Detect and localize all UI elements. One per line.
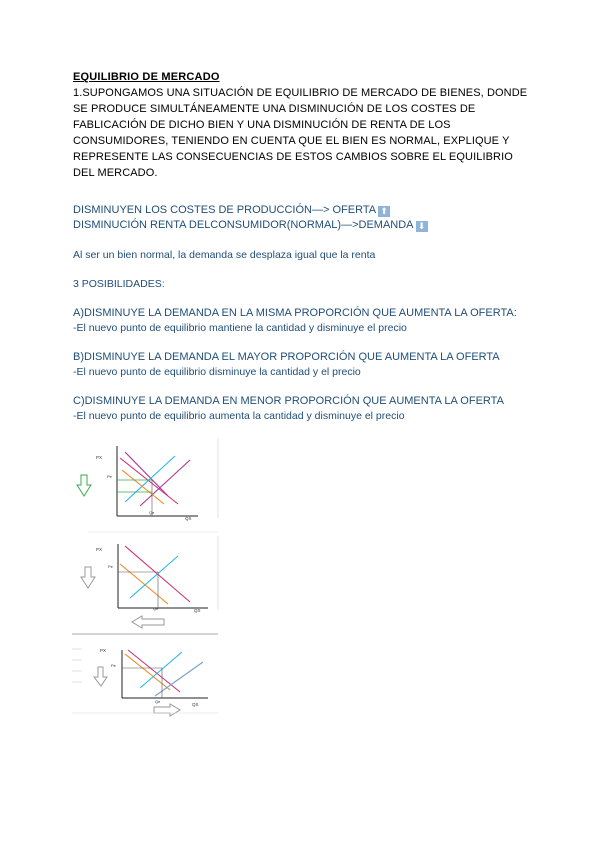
arrow-right-icon bbox=[154, 704, 180, 716]
possibilities-heading: 3 POSIBILIDADES: bbox=[73, 278, 165, 290]
arrow-down-icon bbox=[77, 475, 91, 496]
demand-curve-old bbox=[128, 650, 180, 692]
demand-change-text: DISMINUCIÓN RENTA DELCONSUMIDOR(NORMAL)—>DEMANDA bbox=[73, 219, 414, 231]
quantity-eq-label: Qe bbox=[153, 606, 159, 611]
question-text bbox=[73, 85, 527, 181]
quantity-axis-label: QX bbox=[192, 702, 199, 707]
graph-case-a bbox=[77, 438, 218, 532]
supply-curve-shift bbox=[140, 460, 190, 506]
normal-good-note: Al ser un bien normal, la demanda se desplaza igual que la renta bbox=[73, 249, 376, 261]
quantity-axis-label: QX bbox=[194, 608, 201, 613]
quantity-axis-label: QX bbox=[185, 516, 192, 521]
price-eq-label: Pe bbox=[111, 663, 116, 668]
question-line: DEL MERCADO. bbox=[73, 167, 158, 179]
supply-curve-old bbox=[125, 654, 170, 690]
price-axis-label: PX bbox=[100, 648, 107, 653]
price-eq-label: Pe bbox=[107, 474, 112, 479]
question-line: SE PRODUCE SIMULTÁNEAMENTE UNA DISMINUCIÓN DE LOS COSTES DE bbox=[73, 103, 476, 115]
question-line: 1.SUPONGAMOS UNA SITUACIÓN DE EQUILIBRIO DE MERCADO DE BIENES, DONDE bbox=[73, 87, 528, 99]
question-line: FABLICACIÓN DE DICHO BIEN Y UNA DISMINUCIÓN DE RENTA DE LOS bbox=[73, 119, 451, 131]
graph-case-b bbox=[72, 536, 218, 634]
document-title: EQUILIBRIO DE MERCADO bbox=[73, 71, 220, 83]
case-b-heading: B)DISMINUYE LA DEMANDA EL MAYOR PROPORCIÓN QUE AUMENTA LA OFERTA bbox=[73, 351, 500, 363]
arrow-down-icon bbox=[94, 667, 107, 686]
case-a-result: -El nuevo punto de equilibrio mantiene la cantidad y disminuye el precio bbox=[73, 322, 407, 334]
supply-curve-old bbox=[120, 564, 168, 604]
supply-change-line bbox=[73, 204, 390, 217]
case-b-result: -El nuevo punto de equilibrio disminuye la cantidad y el precio bbox=[73, 366, 361, 378]
supply-change-text: DISMINUYEN LOS COSTES DE PRODUCCIÓN—> OFERTA bbox=[73, 204, 377, 216]
arrow-down-icon: ⬇ bbox=[416, 221, 428, 232]
quantity-eq-label: Qe bbox=[149, 510, 155, 515]
arrow-left-icon bbox=[132, 616, 164, 628]
case-c-result: -El nuevo punto de equilibrio aumenta la cantidad y disminuye el precio bbox=[73, 410, 405, 422]
question-line: REPRESENTE LAS CONSECUENCIAS DE ESTOS CAMBIOS SOBRE EL EQUILIBRIO bbox=[73, 151, 513, 163]
price-axis-label: PX bbox=[96, 455, 103, 460]
price-eq-label: Pe bbox=[108, 564, 113, 569]
question-line: CONSUMIDORES, TENIENDO EN CUENTA QUE EL BIEN ES NORMAL, EXPLIQUE Y bbox=[73, 135, 510, 147]
arrow-down-icon bbox=[81, 567, 95, 588]
case-c-heading: C)DISMINUYE LA DEMANDA EN MENOR PROPORCIÓN QUE AUMENTA LA OFERTA bbox=[73, 395, 504, 407]
arrow-up-icon: ⬆ bbox=[378, 206, 390, 217]
graph-case-c bbox=[72, 648, 218, 716]
price-axis-label: PX bbox=[96, 547, 103, 552]
supply-demand-graphs bbox=[70, 438, 230, 718]
case-a-heading: A)DISMINUYE LA DEMANDA EN LA MISMA PROPORCIÓN QUE AUMENTA LA OFERTA: bbox=[73, 307, 517, 319]
demand-change-line bbox=[73, 219, 428, 232]
quantity-eq-label: Qe bbox=[155, 699, 161, 704]
